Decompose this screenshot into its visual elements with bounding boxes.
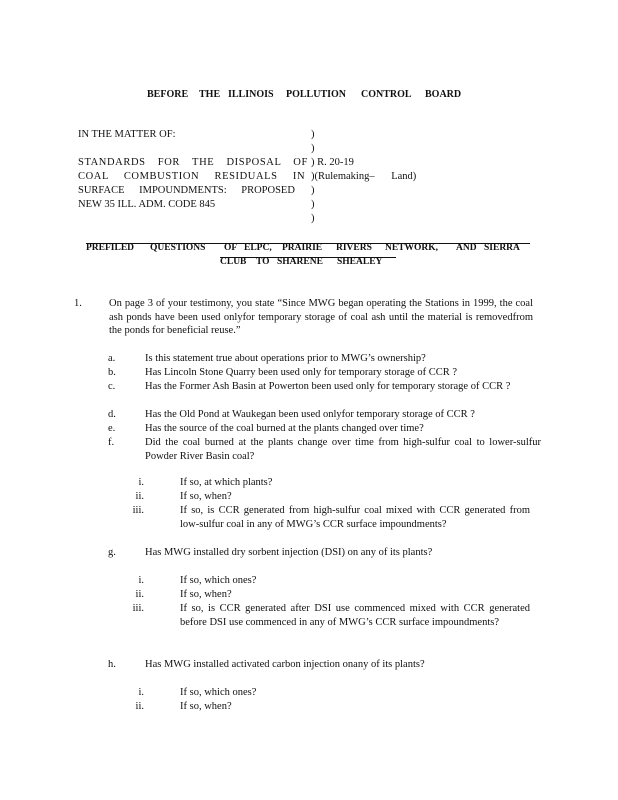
rulemaking-type: )(Rulemaking– Land) xyxy=(311,171,417,182)
document-title-line2 xyxy=(220,256,396,267)
caption-bracket: ) xyxy=(311,213,315,224)
roman-text: If so, when? xyxy=(180,589,232,600)
caption-line xyxy=(78,142,308,156)
title-word: OF xyxy=(224,243,238,253)
roman-label: ii. xyxy=(135,701,144,712)
roman-text: If so, is CCR generated after DSI use commenced mixed with CCR generated before DSI use commenced in any of MWG’s CCR surface impoundments? xyxy=(180,603,530,628)
heading-word: BOARD xyxy=(425,89,462,100)
sub-question-text: Is this statement true about operations prior to MWG’s ownership? xyxy=(145,353,426,364)
sub-question-label: b. xyxy=(108,367,116,378)
title-word: QUESTIONS xyxy=(150,243,206,253)
title-word: ELPC, xyxy=(244,243,272,253)
heading-word: ILLINOIS xyxy=(228,89,274,100)
roman-label: ii. xyxy=(135,491,144,502)
heading-word: POLLUTION xyxy=(286,89,347,100)
heading-word: THE xyxy=(199,89,221,100)
sub-question-text: Has the Old Pond at Waukegan been used onlyfor temporary storage of CCR ? xyxy=(145,409,475,420)
caption-line: SURFACE IMPOUNDMENTS: PROPOSED xyxy=(78,185,295,196)
caption-right xyxy=(311,128,416,226)
sub-question-text: Has Lincoln Stone Quarry been used only for temporary storage of CCR ? xyxy=(145,367,458,378)
document-title-line1 xyxy=(86,242,530,253)
question-text: On page 3 of your testimony, you state “Since MWG began operating the Stations in 1999, the coal ash ponds have been used onlyfor temporary storage of coal ash until the material is removedfrom the ponds for beneficial reuse.” xyxy=(109,298,533,336)
title-word: PREFILED xyxy=(86,243,135,253)
caption-bracket: ) xyxy=(311,185,315,196)
roman-text: If so, which ones? xyxy=(180,575,257,586)
title-word: RIVERS xyxy=(336,243,372,253)
title-word: TO xyxy=(256,257,270,267)
sub-question-label: c. xyxy=(108,381,116,392)
docket-number: ) R. 20-19 xyxy=(311,157,354,168)
title-word: SHARENE xyxy=(277,257,323,267)
caption-line: NEW 35 ILL. ADM. CODE 845 xyxy=(78,199,216,210)
title-word: AND xyxy=(456,243,477,253)
caption-line: IN THE MATTER OF: xyxy=(78,129,176,140)
roman-label: iii. xyxy=(132,603,144,614)
sub-question-label: f. xyxy=(108,437,115,448)
sub-question-text: Has MWG installed activated carbon injection onany of its plants? xyxy=(145,659,425,670)
sub-question-label: d. xyxy=(108,409,116,420)
title-word: CLUB xyxy=(220,257,247,267)
roman-label: i. xyxy=(138,477,144,488)
sub-question-label: e. xyxy=(108,423,116,434)
roman-text: If so, when? xyxy=(180,701,232,712)
roman-text: If so, at which plants? xyxy=(180,477,273,488)
title-word: SIERRA xyxy=(484,243,520,253)
caption-line: COAL COMBUSTION RESIDUALS IN xyxy=(78,171,306,182)
roman-text: If so, when? xyxy=(180,491,232,502)
sub-question-label: h. xyxy=(108,659,116,670)
caption-bracket: ) xyxy=(311,143,315,154)
sub-question-text: Has MWG installed dry sorbent injection (DSI) on any of its plants? xyxy=(145,547,433,558)
title-word: SHEALEY xyxy=(337,257,383,267)
roman-label: i. xyxy=(138,687,144,698)
roman-text: If so, which ones? xyxy=(180,687,257,698)
roman-label: iii. xyxy=(132,505,144,516)
roman-label: ii. xyxy=(135,589,144,600)
sub-question-text: Did the coal burned at the plants change over time from high-sulfur coal to lower-sulfur Powder River Basin coal? xyxy=(145,437,541,462)
title-word: NETWORK, xyxy=(385,243,439,253)
roman-text: If so, is CCR generated from high-sulfur coal mixed with CCR generated from low-sulfur coal in any of MWG’s CCR surface impoundments? xyxy=(180,505,530,530)
sub-question-label: g. xyxy=(108,547,116,558)
caption-bracket: ) xyxy=(311,199,315,210)
sub-question-text: Has the Former Ash Basin at Powerton been used only for temporary storage of CCR ? xyxy=(145,381,511,392)
caption-bracket: ) xyxy=(311,129,315,140)
heading-word: CONTROL xyxy=(361,89,412,100)
sub-question-text: Has the source of the coal burned at the plants changed over time? xyxy=(145,423,424,434)
caption-left xyxy=(78,128,308,212)
roman-label: i. xyxy=(138,575,144,586)
caption-line: STANDARDS FOR THE DISPOSAL OF xyxy=(78,157,308,168)
heading-word: BEFORE xyxy=(147,89,189,100)
sub-question-label: a. xyxy=(108,353,116,364)
question-number: 1. xyxy=(74,298,82,309)
title-word: PRAIRIE xyxy=(282,243,323,253)
